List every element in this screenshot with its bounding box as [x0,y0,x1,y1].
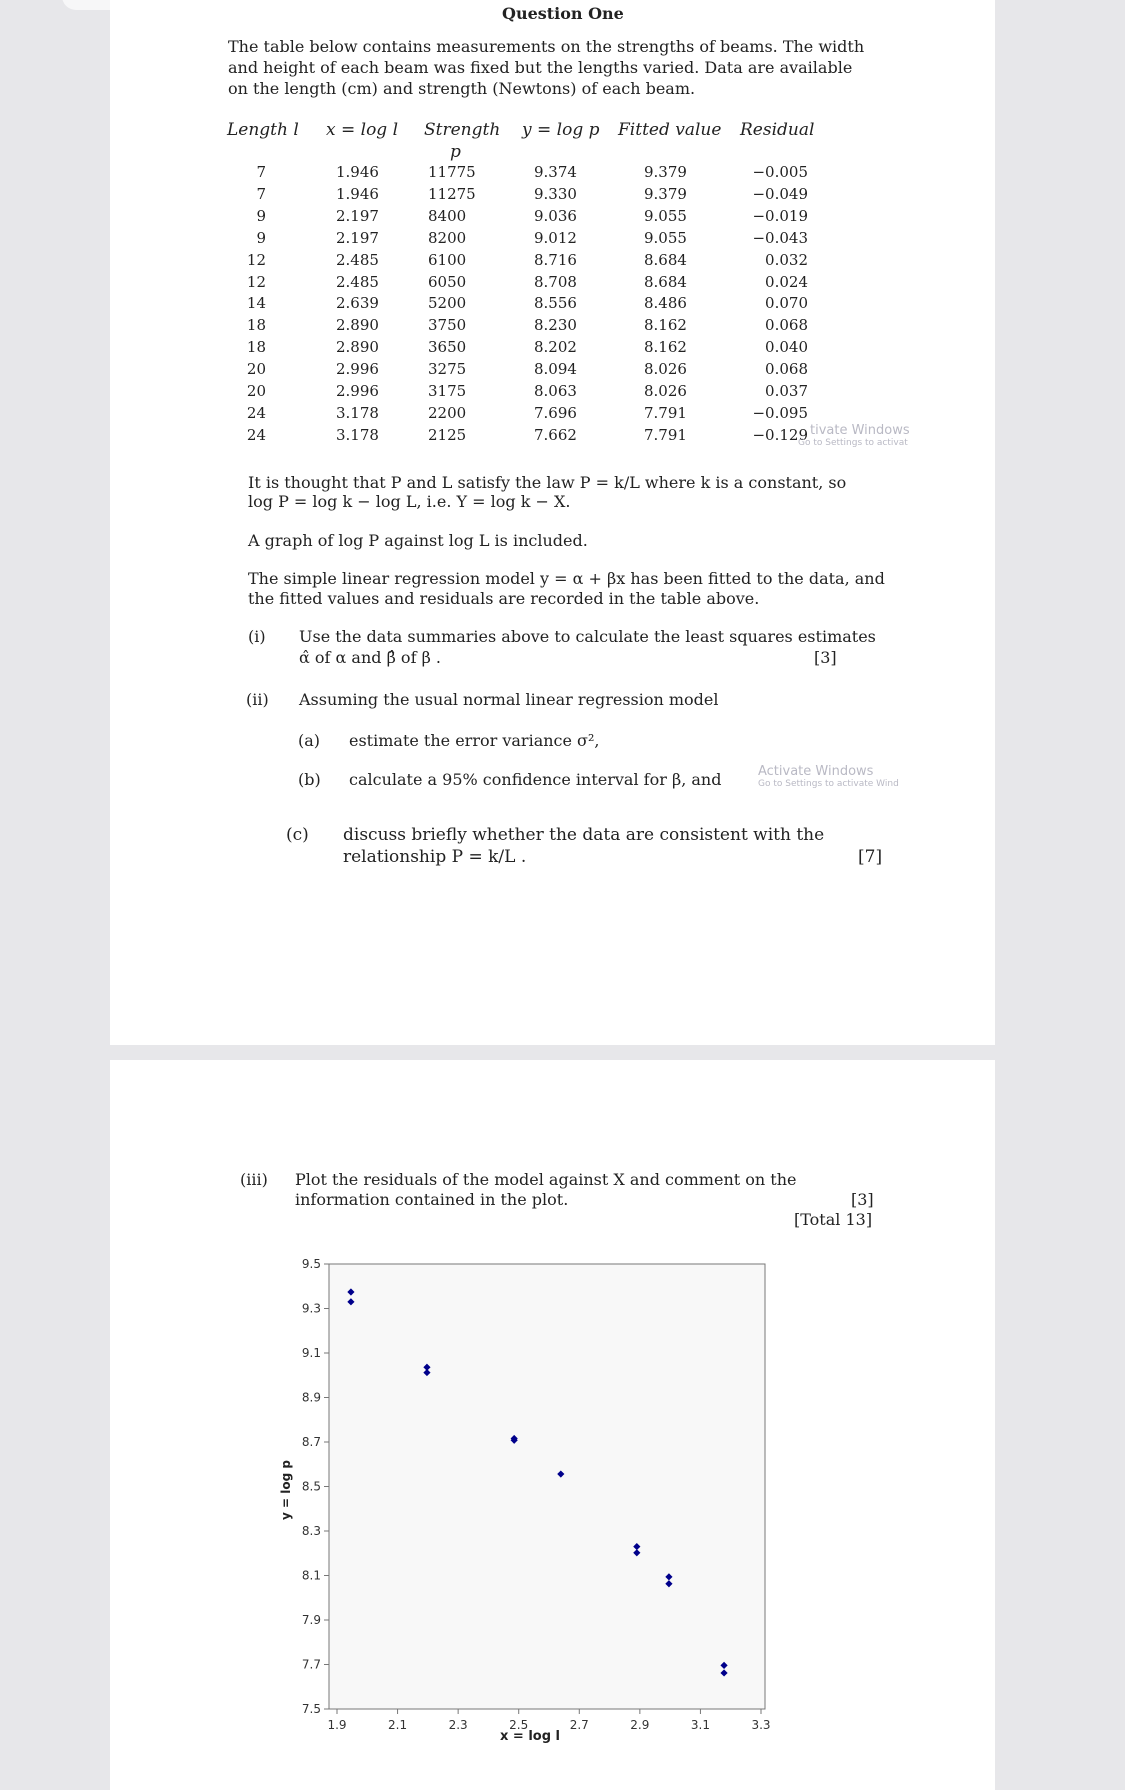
table-cell: 2.485 [336,272,379,291]
table-cell: 0.040 [765,338,808,357]
column-fitted [644,162,687,447]
table-cell: 0.068 [765,316,808,335]
table-cell: 9.055 [644,206,687,225]
table-cell: 24 [246,403,266,422]
part-iii-line-2: information contained in the plot. [295,1190,569,1209]
y-tick-label: 7.5 [301,1702,321,1716]
activate-windows-watermark [798,423,910,448]
table-cell: 1.946 [336,163,379,181]
x-tick-label: 3.3 [751,1718,771,1732]
table-cell: 2.890 [336,316,379,335]
y-tick-label: 8.9 [301,1390,321,1405]
table-cell: 12 [246,250,266,269]
table-cell: 0.068 [765,360,808,379]
intro-line-2: and height of each beam was fixed but the lengths varied. Data are available [228,58,853,77]
y-tick-label: 9.3 [301,1301,321,1316]
header-residual: Residual [740,120,815,140]
part-ii-b-label: (b) [298,770,321,789]
table-cell: 0.032 [765,250,808,269]
document-page-2 [110,1060,995,1790]
table-cell: 8.684 [644,272,687,291]
table-cell: 9.379 [644,184,687,203]
table-cell: −0.129 [752,425,808,444]
question-title: Question One [502,4,624,23]
table-cell: 8400 [428,206,467,225]
table-cell: 8.063 [534,382,577,401]
column-length [230,162,266,447]
part-i-marks: [3] [814,648,837,667]
table-cell: 7 [256,163,266,181]
y-tick-label: 7.9 [301,1613,321,1627]
y-ticks [302,1257,329,1716]
table-cell: 9.012 [534,228,577,247]
table-cell: 3175 [428,382,467,401]
part-ii-marks: [7] [858,847,883,867]
watermark-line-2: Go to Settings to activat [798,438,908,448]
table-cell: 0.024 [765,272,808,291]
table-cell: 8.026 [644,360,687,379]
table-cell: 8.162 [644,338,687,357]
y-tick-label: 7.7 [301,1657,321,1672]
table-cell: 7.791 [644,425,687,444]
part-iii-marks: [3] [851,1190,874,1209]
header-y: y = log p [522,120,600,140]
table-cell: 9.330 [534,184,577,203]
table-cell: 9.374 [534,163,577,181]
table-cell: 14 [246,294,266,313]
activate-windows-watermark [758,764,899,789]
x-tick-label: 2.1 [388,1718,408,1732]
x-tick-label: 2.5 [509,1718,529,1732]
x-tick-label: 2.7 [569,1718,589,1732]
part-i-line-2: α̂ of α and β̂ of β . [299,648,441,667]
table-cell: 6100 [428,250,467,269]
part-ii-label: (ii) [246,690,269,709]
part-ii-c-label: (c) [286,825,309,845]
table-cell: 2.197 [336,228,379,247]
law-line-1: It is thought that P and L satisfy the law P = k/L where k is a constant, so [248,473,847,492]
table-cell: 8.230 [534,316,577,335]
table-cell: 11775 [428,163,476,181]
x-tick-label: 2.9 [630,1718,650,1732]
y-tick-label: 9.1 [301,1346,321,1360]
table-cell: 8.684 [644,250,687,269]
table-cell: 7 [256,184,266,203]
part-ii-c-line-2: relationship P = k/L . [343,847,527,867]
x-tick-label: 3.1 [690,1718,710,1732]
table-cell: −0.049 [752,184,808,203]
table-cell: 18 [246,316,266,335]
table-cell: 2125 [428,425,467,444]
table-cell: 9.036 [534,206,577,225]
part-ii-a-label: (a) [298,731,321,750]
part-ii-text: Assuming the usual normal linear regression model [299,690,719,709]
column-x [336,162,379,447]
y-axis-label: y = log p [279,1460,293,1520]
table-cell: 18 [246,338,266,357]
table-cell: 7.696 [534,403,577,422]
part-ii-b-text: calculate a 95% confidence interval for β, and [349,770,722,789]
table-cell: −0.005 [752,163,808,181]
watermark-line-1: tivate Windows [810,423,910,438]
table-cell: 8200 [428,228,467,247]
table-cell: −0.095 [752,403,808,422]
table-cell: 8.202 [534,338,577,357]
x-tick-label: 2.3 [448,1718,468,1732]
table-cell: 9.055 [644,228,687,247]
y-tick-label: 8.7 [301,1435,321,1449]
table-cell: 8.556 [534,294,577,313]
scatter-chart [110,1060,995,1790]
total-marks: [Total 13] [794,1210,873,1229]
table-cell: 3.178 [336,425,379,444]
column-y [534,162,577,447]
part-ii-c-line-1: discuss briefly whether the data are consistent with the [343,825,825,845]
y-tick-label: 9.5 [301,1257,321,1271]
table-cell: 3275 [428,360,467,379]
part-i-label: (i) [248,627,266,646]
header-length: Length l [227,120,299,140]
table-cell: 9 [256,206,266,225]
table-cell: 20 [246,360,266,379]
watermark-line-2: Go to Settings to activate Wind [758,779,899,789]
intro-line-3: on the length (cm) and strength (Newtons) of each beam. [228,79,696,98]
table-cell: 8.162 [644,316,687,335]
table-cell: 20 [246,382,266,401]
table-cell: 8.094 [534,360,577,379]
intro-line-1: The table below contains measurements on the strengths of beams. The width [228,37,865,56]
watermark-line-1: Activate Windows [758,764,874,779]
table-cell: 2.639 [336,294,379,313]
table-cell: 2.890 [336,338,379,357]
table-cell: −0.043 [752,228,808,247]
model-line-1: The simple linear regression model y = α + βx has been fitted to the data, and [248,569,885,588]
graph-note: A graph of log P against log L is included. [248,531,588,550]
law-line-2: log P = log k − log L, i.e. Y = log k − X. [248,492,571,511]
y-tick-label: 8.5 [301,1479,321,1494]
document-page-1 [110,0,995,1045]
x-axis-label: x = log l [499,1729,561,1744]
column-strength [428,162,476,447]
table-cell: 7.791 [644,403,687,422]
header-strength: Strength [424,120,501,140]
model-line-2: the fitted values and residuals are recorded in the table above. [248,589,760,608]
table-cell: 2.996 [336,382,379,401]
table-cell: 2.485 [336,250,379,269]
part-iii-line-1: Plot the residuals of the model against X and comment on the [295,1170,797,1189]
part-ii-a-text: estimate the error variance σ², [349,731,600,750]
part-i-line-1: Use the data summaries above to calculate the least squares estimates [299,627,876,646]
table-cell: 2.197 [336,206,379,225]
table-cell: 0.037 [765,382,808,401]
table-cell: 8.716 [534,250,577,269]
intro-paragraph [228,36,868,99]
table-cell: 5200 [428,294,467,313]
table-cell: 2.996 [336,360,379,379]
table-cell: 3650 [428,338,467,357]
table-cell: 9 [256,228,266,247]
column-residual [734,162,808,447]
header-strength-sub: p [450,142,461,162]
table-cell: 3.178 [336,403,379,422]
y-tick-label: 8.3 [301,1524,321,1538]
table-cell: 8.026 [644,382,687,401]
table-cell: 7.662 [534,425,577,444]
table-cell: 1.946 [336,184,379,203]
table-cell: 6050 [428,272,467,291]
table-cell: 12 [246,272,266,291]
plot-area [329,1264,765,1709]
table-cell: 0.070 [765,294,808,313]
table-cell: 2200 [428,403,467,422]
table-cell: 9.379 [644,163,687,181]
table-cell: 3750 [428,316,467,335]
part-iii-label: (iii) [240,1170,268,1189]
header-fitted: Fitted value [618,120,722,140]
table-cell: 8.708 [534,272,577,291]
table-cell: −0.019 [752,206,808,225]
header-x: x = log l [326,120,399,140]
table-cell: 24 [246,425,266,444]
x-tick-label: 1.9 [327,1718,347,1732]
table-cell: 11275 [428,184,476,203]
table-cell: 8.486 [644,294,687,313]
y-tick-label: 8.1 [301,1568,321,1583]
